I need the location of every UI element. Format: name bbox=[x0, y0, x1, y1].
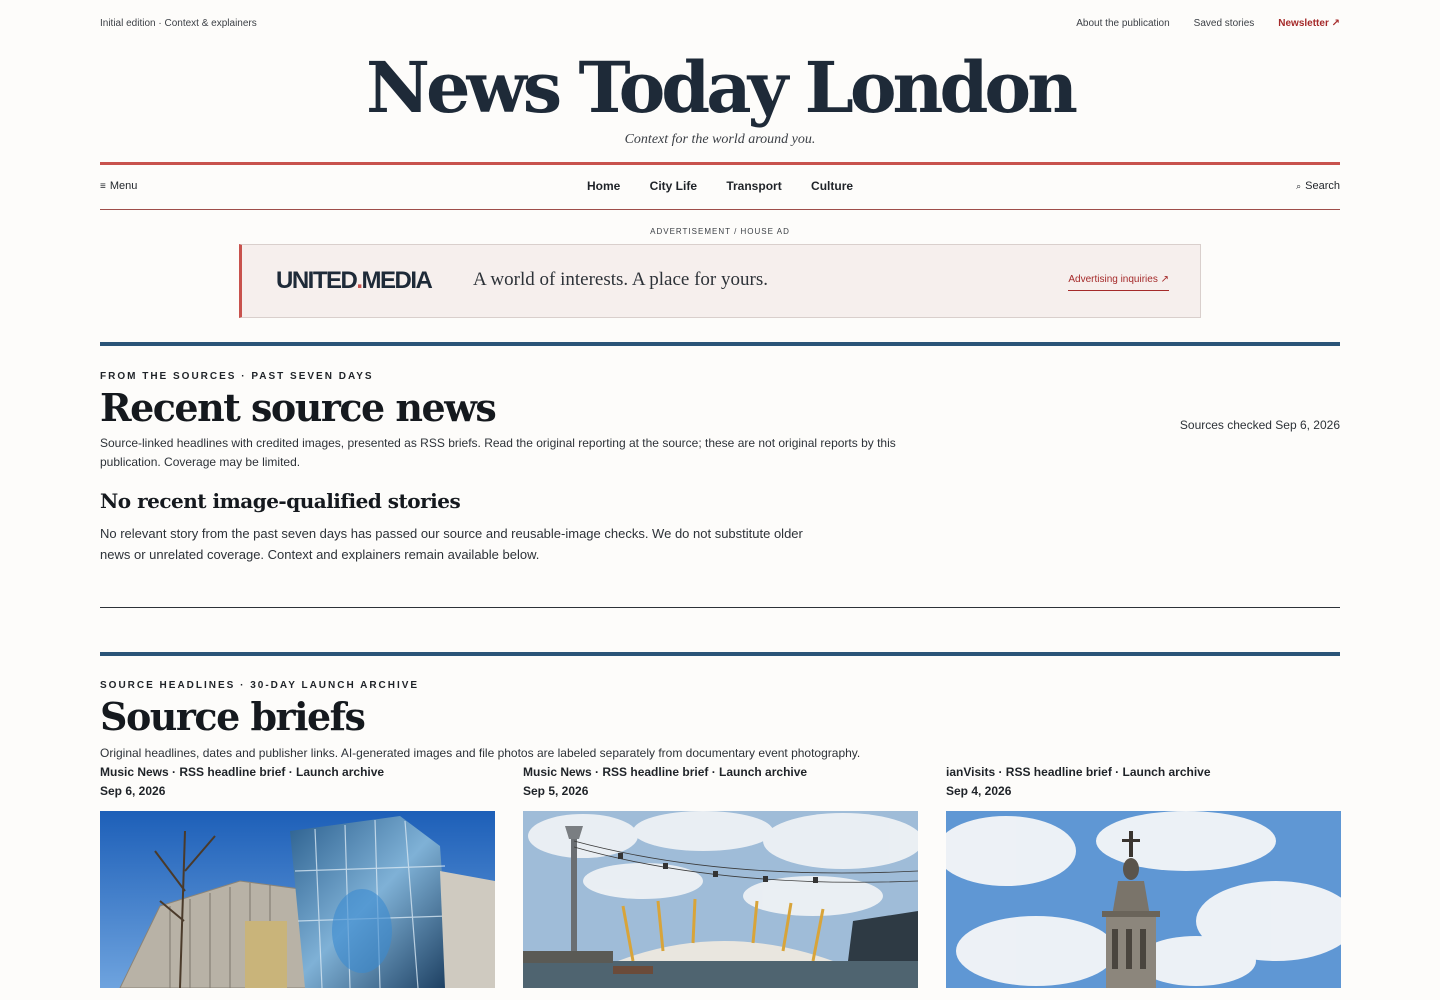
newsletter-link[interactable]: Newsletter ↗ bbox=[1278, 18, 1340, 29]
brief-card[interactable] bbox=[100, 763, 495, 988]
menu-label: Menu bbox=[109, 180, 138, 192]
logo-part-b: MEDIA bbox=[361, 267, 432, 294]
utility-bar bbox=[100, 0, 1340, 48]
recent-news-section bbox=[100, 342, 1340, 608]
card-meta: ianVisits · RSS headline brief · Launch archive bbox=[946, 765, 1211, 779]
saved-stories-link[interactable]: Saved stories bbox=[1193, 18, 1255, 29]
edition-label: Initial edition · Context & explainers bbox=[100, 18, 257, 29]
card-meta: Music News · RSS headline brief · Launch archive bbox=[100, 765, 385, 779]
card-date: Sep 6, 2026 bbox=[100, 784, 166, 798]
site-title[interactable]: News Today London bbox=[366, 46, 1074, 129]
search-icon: ⌕ bbox=[1296, 181, 1302, 191]
empty-state-body: No relevant story from the past seven days has passed our source and reusable-image checks. We do not substitute older news or unrelated coverage. Context and explainers remain available below. bbox=[100, 526, 803, 562]
empty-state-title: No recent image-qualified stories bbox=[100, 489, 461, 513]
section-divider bbox=[100, 607, 1340, 608]
nav-item-transport[interactable]: Transport bbox=[726, 179, 782, 193]
united-media-logo bbox=[276, 267, 431, 295]
nav-item-culture[interactable]: Culture bbox=[811, 179, 854, 193]
hamburger-icon: ≡ bbox=[100, 181, 106, 192]
page bbox=[100, 0, 1340, 988]
nav-item-home[interactable]: Home bbox=[586, 179, 621, 193]
utility-links bbox=[1076, 18, 1340, 29]
brief-cards bbox=[100, 763, 1340, 988]
sources-checked-date: Sources checked Sep 6, 2026 bbox=[1179, 418, 1340, 432]
nav-item-city-life[interactable]: City Life bbox=[649, 179, 697, 193]
logo-dot: . bbox=[356, 267, 362, 294]
advertising-inquiries-link[interactable]: Advertising inquiries ↗ bbox=[1068, 274, 1169, 291]
card-date: Sep 4, 2026 bbox=[946, 784, 1012, 798]
card-image-church-spire[interactable] bbox=[946, 811, 1341, 988]
house-ad-banner[interactable] bbox=[239, 244, 1201, 318]
briefs-lede: Original headlines, dates and publisher links. AI-generated images and file photos are labeled separately from documentary event photography. bbox=[100, 746, 861, 760]
ad-label: ADVERTISEMENT / HOUSE AD bbox=[650, 227, 790, 236]
source-briefs-section bbox=[100, 652, 1340, 988]
masthead bbox=[100, 48, 1340, 162]
card-image-stadium[interactable] bbox=[100, 811, 495, 988]
recent-lede: Source-linked headlines with credited images, presented as RSS briefs. Read the original reporting at the source; these are not original reports by this publication. Coverage may be limited. bbox=[100, 436, 896, 469]
card-meta: Music News · RSS headline brief · Launch archive bbox=[523, 765, 808, 779]
card-image-cable-car[interactable] bbox=[523, 811, 918, 988]
briefs-eyebrow: SOURCE HEADLINES · 30-DAY LAUNCH ARCHIVE bbox=[100, 680, 420, 691]
main-nav bbox=[100, 162, 1340, 210]
brief-card[interactable] bbox=[523, 763, 918, 988]
search-label: Search bbox=[1305, 180, 1340, 192]
logo-part-a: UNITED bbox=[276, 267, 357, 294]
site-tagline: Context for the world around you. bbox=[624, 132, 816, 147]
nav-links bbox=[100, 179, 1340, 193]
recent-title: Recent source news bbox=[100, 385, 496, 430]
search-button[interactable] bbox=[1296, 180, 1340, 192]
recent-eyebrow: FROM THE SOURCES · PAST SEVEN DAYS bbox=[100, 371, 374, 382]
brief-card[interactable] bbox=[946, 763, 1341, 988]
briefs-title: Source briefs bbox=[100, 694, 365, 739]
card-date: Sep 5, 2026 bbox=[523, 784, 589, 798]
about-link[interactable]: About the publication bbox=[1076, 18, 1170, 29]
ad-slogan: A world of interests. A place for yours. bbox=[473, 269, 768, 290]
